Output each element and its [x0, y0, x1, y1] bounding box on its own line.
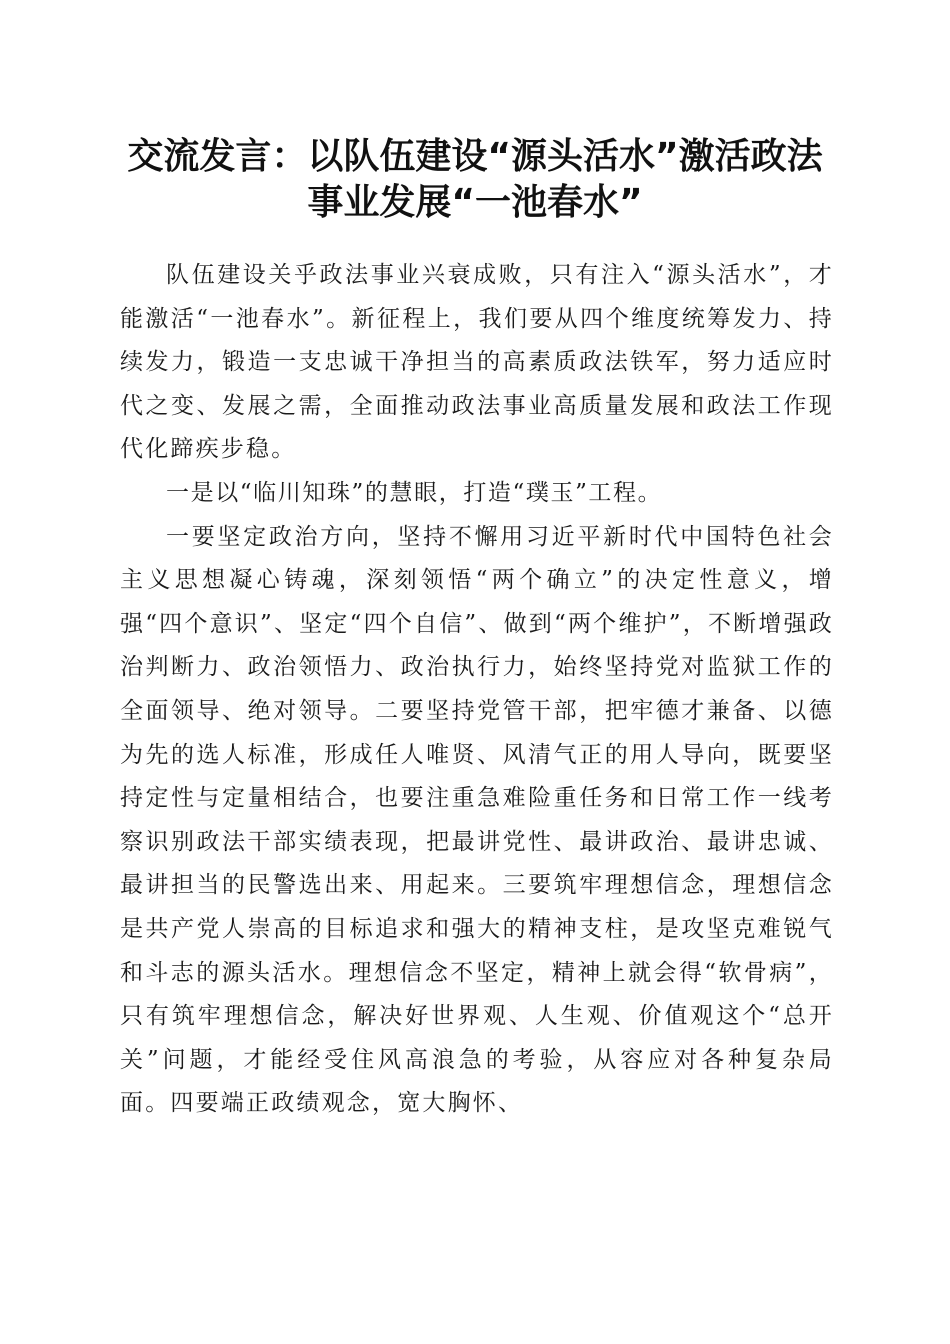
document-body	[120, 254, 834, 1126]
title-line-2: 事业发展“一池春水”	[307, 182, 643, 223]
body-paragraph: 一要坚定政治方向，坚持不懈用习近平新时代中国特色社会主义思想凝心铸魂，深刻领悟“两个确立”的决定性意义，增强“四个意识”、坚定“四个自信”、做到“两个维护”，不断增强政治判断力、政治领悟力、政治执行力，始终坚持党对监狱工作的全面领导、绝对领导。二要坚持党管干部，把牢德才兼备、以德为先的选人标准，形成任人唯贤、风清气正的用人导向，既要坚持定性与定量相结合，也要注重急难险重任务和日常工作一线考察识别政法干部实绩表现，把最讲党性、最讲政治、最讲忠诚、最讲担当的民警选出来、用起来。三要筑牢理想信念，理想信念是共产党人崇高的目标追求和强大的精神支柱，是攻坚克难锐气和斗志的源头活水。理想信念不坚定，精神上就会得“软骨病”，只有筑牢理想信念，解决好世界观、人生观、价值观这个“总开关”问题，才能经受住风高浪急的考验，从容应对各种复杂局面。四要端正政绩观念，宽大胸怀、	[120, 523, 834, 1117]
intro-paragraph: 队伍建设关乎政法事业兴衰成败，只有注入“源头活水”，才能激活“一池春水”。新征程上，我们要从四个维度统筹发力、持续发力，锻造一支忠诚干净担当的高素质政法铁军，努力适应时代之变、发展之需，全面推动政法事业高质量发展和政法工作现代化蹄疾步稳。	[120, 262, 834, 463]
title-line-1: 交流发言：以队伍建设“源头活水”激活政法	[127, 136, 823, 177]
document-title	[100, 134, 850, 226]
section-heading: 一是以“临川知珠”的慧眼，打造“璞玉”工程。	[166, 479, 663, 506]
